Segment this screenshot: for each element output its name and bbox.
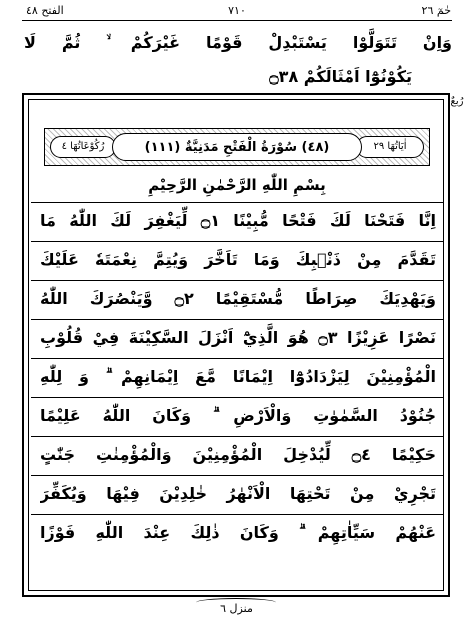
- verse-line: نَصْرًا عَزِيْزًا ۝٣ هُوَ الَّذِيْٓ اَنْزَلَ السَّكِيْنَةَ فِيْ قُلُوْبِ: [40, 328, 436, 347]
- line-rule: [31, 280, 443, 281]
- verse-line: وَيَهْدِيَكَ صِرَاطًا مُّسْتَقِيْمًا ۝٢ وَّيَنْصُرَكَ اللّٰهُ: [40, 289, 436, 308]
- line-rule: [31, 397, 443, 398]
- ruku-count-box: رُكُوْعَاتُهَا ٤: [50, 136, 116, 158]
- page-number: ٧١٠: [228, 4, 246, 17]
- margin-note: رُبعٌ: [450, 96, 464, 107]
- line-rule: [31, 475, 443, 476]
- verse-line: الْمُؤْمِنِيْنَ لِيَزْدَادُوْٓا اِيْمَانًا مَّعَ اِيْمَانِهِمْ ۗ وَ لِلّٰهِ: [40, 367, 436, 386]
- line-rule: [31, 202, 443, 203]
- line-rule: [31, 319, 443, 320]
- verse-line: تَقَدَّمَ مِنْ ذَنْۢبِكَ وَمَا تَاَخَّرَ وَيُتِمَّ نِعْمَتَهٗ عَلَيْكَ: [40, 250, 436, 269]
- basmala: بِسْمِ اللّٰهِ الرَّحْمٰنِ الرَّحِيْمِ: [148, 176, 326, 194]
- manzil-marker: منزل ٦: [220, 602, 253, 615]
- verse-line: اِنَّا فَتَحْنَا لَكَ فَتْحًا مُّبِيْنًا ۝١ لِّيَغْفِرَ لَكَ اللّٰهُ مَا: [40, 211, 436, 230]
- line-rule: [31, 358, 443, 359]
- verse-line: حَكِيْمًا ۝٤ لِّيُدْخِلَ الْمُؤْمِنِيْنَ وَالْمُؤْمِنٰتِ جَنّٰتٍ: [40, 445, 436, 464]
- verse-line: جُنُوْدُ السَّمٰوٰتِ وَالْاَرْضِ ۗ وَكَانَ اللّٰهُ عَلِيْمًا: [40, 406, 436, 425]
- ayah-count-box: اٰيَاتُهَا ٢٩: [356, 136, 424, 158]
- verse-line: يَكُوْنُوْٓا اَمْثَالَكُمْ ۝٣٨: [269, 67, 412, 86]
- verse-line: عَنْهُمْ سَيِّاٰتِهِمْ ۗ وَكَانَ ذٰلِكَ عِنْدَ اللّٰهِ فَوْزًا: [40, 523, 436, 542]
- verse-line: وَاِنْ تَتَوَلَّوْا يَسْتَبْدِلْ قَوْمًا غَيْرَكُمْ ۙ ثُمَّ لَا: [24, 33, 452, 52]
- header-rule: [22, 20, 452, 21]
- header-surah: الفتح ٤٨: [26, 4, 64, 17]
- line-rule: [31, 436, 443, 437]
- line-rule: [31, 514, 443, 515]
- line-rule: [31, 241, 443, 242]
- surah-title: (٤٨) سُوْرَةُ الْفَتْحِ مَدَنِيَّةٌ (١١١): [112, 133, 362, 161]
- verse-line: تَجْرِيْ مِنْ تَحْتِهَا الْاَنْهٰرُ خٰلِدِيْنَ فِيْهَا وَيُكَفِّرَ: [40, 484, 436, 503]
- header-juz: حٰمٓ ٢٦: [421, 4, 451, 17]
